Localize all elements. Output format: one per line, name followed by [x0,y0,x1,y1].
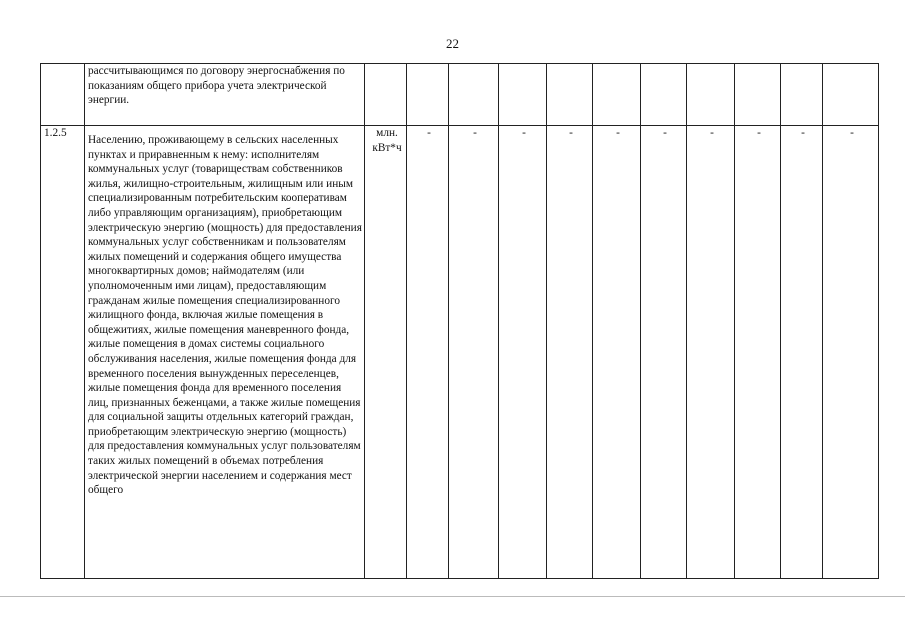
row-description: Населению, проживающему в сельских населенных пунктах и приравненным к нему: исполнителям коммунальных услуг (товариществам собственников жилья, жилищно-строительным, жилищным или иным специализированным потребительским кооперативам либо управляющим организациям), приобретающим электрическую энергию (мощность) для предоставления коммунальных услуг собственникам и пользователям жилых помещений и содержания общего имущества многоквартирных домов; наймодателям (или уполномоченным ими лицам), предоставляющим гражданам жилые помещения специализированного жилищного фонда, включая жилые помещения в общежитиях, жилые помещения маневренного фонда, жилые помещения в домах системы социального обслуживания населения, жилые помещения фонда для временного поселения вынужденных переселенцев, жилые помещения фонда для временного поселения лиц, признанных беженцами, а также жилые помещения для социальной защиты отдельных категорий граждан, приобретающим электрическую энергию (мощность) для предоставления коммунальных услуг пользователям таких жилых помещений в объемах потребления электрической энергии населением и содержания мест общего [85,126,365,579]
row-unit [365,64,407,126]
value-cell: - [547,126,593,579]
value-cell [547,64,593,126]
value-cell [593,64,641,126]
table-row [41,126,879,579]
value-cell: - [687,126,735,579]
value-cell [449,64,499,126]
value-cell [641,64,687,126]
value-cell: - [407,126,449,579]
value-cell: - [593,126,641,579]
table-row [41,64,879,126]
row-unit: млн. кВт*ч [365,126,407,579]
tariff-table [40,63,879,579]
value-cell [407,64,449,126]
row-number [41,64,85,126]
value-cell: - [449,126,499,579]
value-cell: - [735,126,781,579]
value-cell: - [781,126,823,579]
value-cell [687,64,735,126]
value-cell: - [641,126,687,579]
value-cell: - [499,126,547,579]
row-description: рассчитывающимся по договору энергоснабжения по показаниям общего прибора учета электрической энергии. [85,64,365,126]
value-cell [735,64,781,126]
row-number: 1.2.5 [41,126,85,579]
value-cell [499,64,547,126]
value-cell: - [823,126,879,579]
value-cell [781,64,823,126]
value-cell [823,64,879,126]
scan-edge-divider [0,596,905,597]
page-number: 22 [446,36,459,51]
